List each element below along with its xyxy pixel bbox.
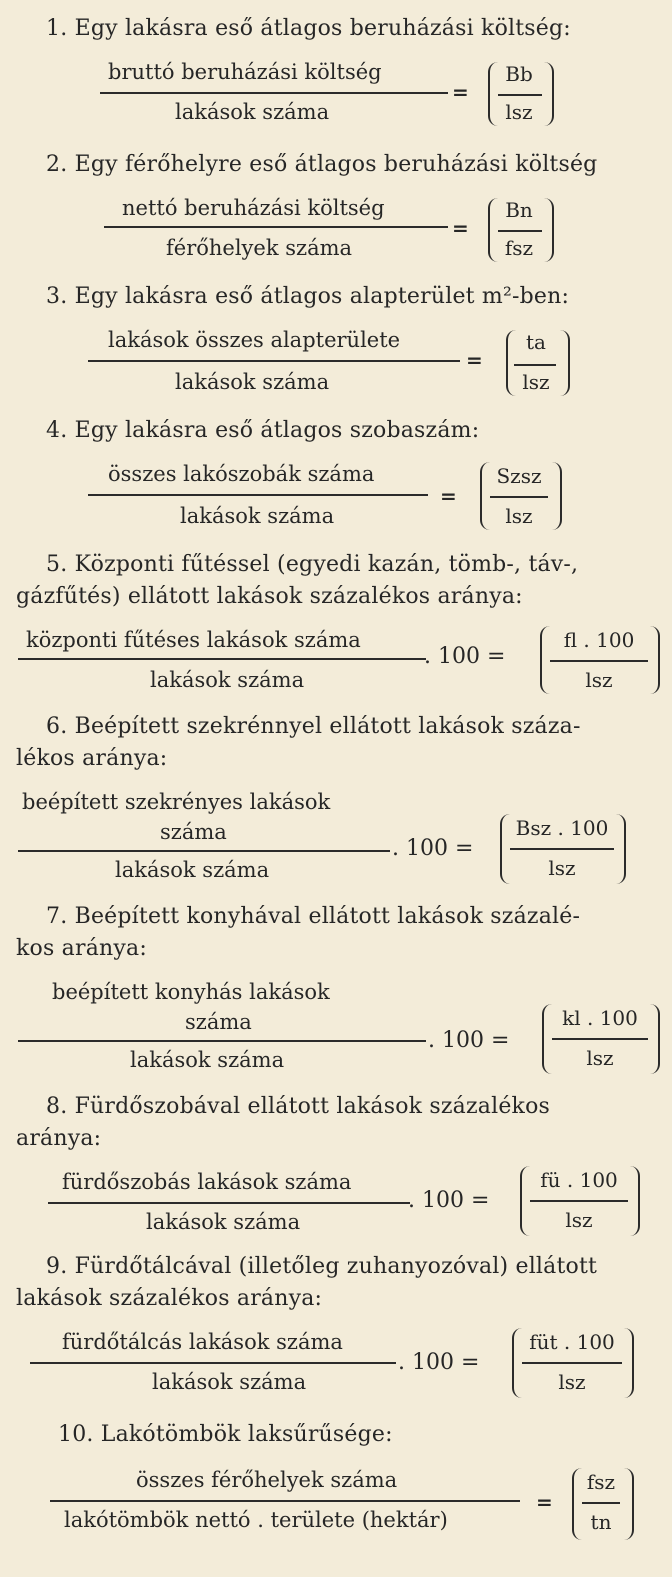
item-8-abbr-bottom: lsz bbox=[565, 1208, 593, 1232]
item-4-fraction-bar bbox=[88, 494, 428, 496]
item-10-numerator: összes férőhelyek száma bbox=[136, 1468, 398, 1492]
item-4-abbr-top: Szsz bbox=[496, 464, 542, 488]
item-6-denominator: lakások száma bbox=[115, 858, 270, 882]
item-8-multiplier: . 100 = bbox=[408, 1188, 490, 1213]
item-3-equals: = bbox=[466, 348, 483, 372]
item-7-numerator-line-2: száma bbox=[185, 1010, 252, 1034]
item-3-title: 3. Egy lakásra eső átlagos alapterület m²-ben: bbox=[46, 284, 570, 309]
item-3-denominator: lakások száma bbox=[175, 370, 330, 394]
item-5-numerator: központi fűtéses lakások száma bbox=[26, 628, 361, 652]
item-8-abbr-bar bbox=[530, 1200, 628, 1202]
item-9-multiplier: . 100 = bbox=[398, 1350, 480, 1375]
item-8-fraction-bar bbox=[48, 1202, 410, 1204]
item-8-abbr-top: fü . 100 bbox=[540, 1168, 618, 1192]
item-4-title: 4. Egy lakásra eső átlagos szobaszám: bbox=[46, 418, 480, 443]
item-2-fraction-bar bbox=[104, 226, 448, 228]
item-1-abbr-bar bbox=[498, 94, 542, 96]
item-1-abbr-top: Bb bbox=[505, 62, 533, 86]
item-1-fraction-bar bbox=[100, 92, 448, 94]
item-3-abbr-top: ta bbox=[526, 330, 546, 354]
item-7-abbr-bottom: lsz bbox=[586, 1046, 614, 1070]
item-8-denominator: lakások száma bbox=[146, 1210, 301, 1234]
item-5-abbr-bar bbox=[550, 660, 648, 662]
item-1-denominator: lakások száma bbox=[175, 100, 330, 124]
item-6-multiplier: . 100 = bbox=[392, 836, 474, 861]
item-4-equals: = bbox=[440, 484, 457, 508]
item-1-title: 1. Egy lakásra eső átlagos beruházási költség: bbox=[46, 16, 571, 41]
item-2-title: 2. Egy férőhelyre eső átlagos beruházási költség bbox=[46, 152, 598, 177]
item-4-abbr-bottom: lsz bbox=[505, 504, 533, 528]
item-3-fraction-bar bbox=[88, 360, 460, 362]
item-5-denominator: lakások száma bbox=[150, 668, 305, 692]
item-2-abbr-bar bbox=[498, 230, 542, 232]
item-9-title-line-1: 9. Fürdőtálcával (illetőleg zuhanyozóval) ellátott bbox=[46, 1254, 598, 1279]
item-8-title-line-1: 8. Fürdőszobával ellátott lakások százalékos bbox=[46, 1094, 551, 1119]
item-2-equals: = bbox=[452, 216, 469, 240]
item-6-abbr-bottom: lsz bbox=[548, 856, 576, 880]
item-10-abbr-top: fsz bbox=[586, 1470, 616, 1494]
item-4-numerator: összes lakószobák száma bbox=[108, 462, 375, 486]
item-9-numerator: fürdőtálcás lakások száma bbox=[62, 1330, 343, 1354]
item-9-fraction-bar bbox=[30, 1362, 396, 1364]
item-2-abbr-bottom: fsz bbox=[504, 236, 534, 260]
item-3-abbr-bar bbox=[514, 364, 556, 366]
item-5-fraction-bar bbox=[18, 658, 426, 660]
item-8-numerator: fürdőszobás lakások száma bbox=[62, 1170, 352, 1194]
item-10-fraction-bar bbox=[50, 1500, 520, 1502]
item-7-fraction-bar bbox=[18, 1040, 426, 1042]
item-1-numerator: bruttó beruházási költség bbox=[108, 60, 382, 84]
item-5-abbr-top: fl . 100 bbox=[563, 628, 635, 652]
item-10-equals: = bbox=[536, 1490, 553, 1514]
item-6-numerator-line-2: száma bbox=[160, 820, 227, 844]
item-6-title-line-2: lékos aránya: bbox=[16, 746, 168, 771]
item-7-numerator-line-1: beépített konyhás lakások bbox=[52, 980, 330, 1004]
item-2-denominator: férőhelyek száma bbox=[166, 236, 353, 260]
item-7-title-line-1: 7. Beépített konyhával ellátott lakások százalé- bbox=[46, 904, 581, 929]
item-8-title-line-2: aránya: bbox=[16, 1126, 102, 1151]
item-7-multiplier: . 100 = bbox=[428, 1028, 510, 1053]
item-7-abbr-top: kl . 100 bbox=[562, 1006, 638, 1030]
item-10-title: 10. Lakótömbök laksűrűsége: bbox=[58, 1422, 393, 1447]
item-5-title-line-2: gázfűtés) ellátott lakások százalékos aránya: bbox=[16, 584, 523, 609]
item-10-denominator: lakótömbök nettó . területe (hektár) bbox=[64, 1508, 448, 1532]
item-5-multiplier: . 100 = bbox=[424, 644, 506, 669]
item-5-title-line-1: 5. Központi fűtéssel (egyedi kazán, tömb-, táv-, bbox=[46, 552, 579, 577]
item-2-numerator: nettó beruházási költség bbox=[122, 196, 385, 220]
item-7-title-line-2: kos aránya: bbox=[16, 936, 147, 961]
item-1-abbr-bottom: lsz bbox=[505, 100, 533, 124]
item-6-title-line-1: 6. Beépített szekrénnyel ellátott lakások száza- bbox=[46, 714, 581, 739]
item-5-abbr-bottom: lsz bbox=[585, 668, 613, 692]
item-6-numerator-line-1: beépített szekrényes lakások bbox=[22, 790, 331, 814]
item-1-equals: = bbox=[452, 80, 469, 104]
item-10-abbr-bar bbox=[582, 1502, 620, 1504]
item-9-denominator: lakások száma bbox=[152, 1370, 307, 1394]
item-3-abbr-bottom: lsz bbox=[522, 370, 550, 394]
item-4-abbr-bar bbox=[490, 496, 548, 498]
item-4-denominator: lakások száma bbox=[180, 504, 335, 528]
item-10-abbr-bottom: tn bbox=[590, 1510, 612, 1534]
item-2-abbr-top: Bn bbox=[505, 198, 533, 222]
item-6-abbr-top: Bsz . 100 bbox=[515, 816, 609, 840]
item-6-fraction-bar bbox=[18, 850, 390, 852]
item-7-abbr-bar bbox=[552, 1038, 648, 1040]
item-6-abbr-bar bbox=[510, 848, 614, 850]
item-9-abbr-bar bbox=[522, 1362, 622, 1364]
item-9-abbr-bottom: lsz bbox=[558, 1370, 586, 1394]
item-3-numerator: lakások összes alapterülete bbox=[108, 328, 401, 352]
item-9-abbr-top: füt . 100 bbox=[529, 1330, 615, 1354]
item-7-denominator: lakások száma bbox=[130, 1048, 285, 1072]
item-9-title-line-2: lakások százalékos aránya: bbox=[16, 1286, 323, 1311]
